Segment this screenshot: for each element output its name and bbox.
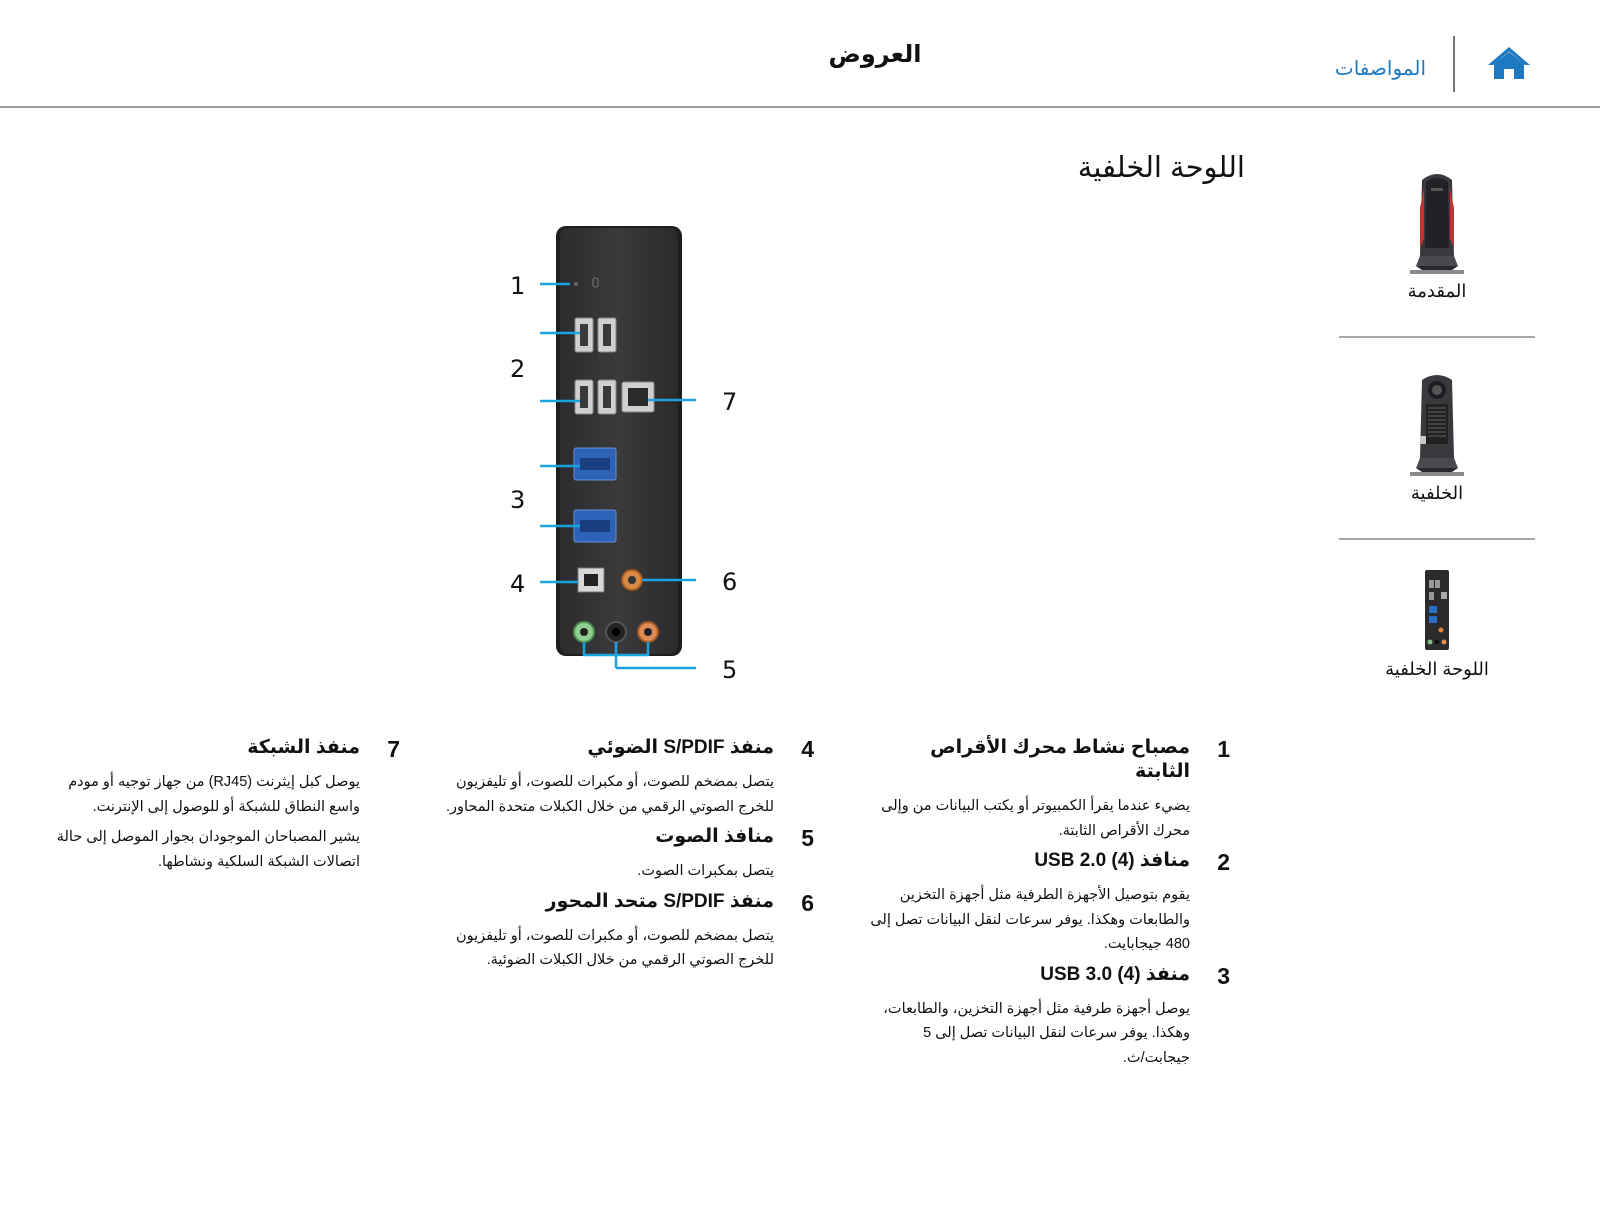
top-navigation-bar [0,0,1600,108]
description-text: يقوم بتوصيل الأجهزة الطرفية مثل أجهزة التخزين والطابعات وهكذا. يوفر سرعات لنقل البيانات تصل إلى 480 جيجابايت. [870,887,1190,952]
description-item [444,736,814,819]
callout-5: 5 [722,656,738,684]
description-number: 1 [1217,736,1230,762]
description-text: يضيء عندما يقرأ الكمبيوتر أو يكتب البيانات من وإلى محرك الأقراص الثابتة. [881,798,1190,839]
description-title: مصباح نشاط محرك الأقراص الثابتة [930,737,1190,782]
description-column-1 [870,736,1230,1076]
description-title: منفذ S/PDIF متحد المحور [545,890,774,912]
description-item [870,849,1230,957]
sidebar-item-label: المقدمة [1407,281,1467,301]
home-button[interactable] [1486,44,1532,84]
description-number: 4 [801,736,814,762]
callout-3: 3 [510,486,526,514]
back-panel-thumbnail-icon [1417,568,1457,654]
sidebar-divider [1339,336,1535,338]
description-item [870,962,1230,1071]
sidebar-divider [1339,538,1535,540]
section-title: اللوحة الخلفية [1077,152,1245,184]
tower-back-thumbnail-icon [1402,370,1472,478]
description-number: 2 [1217,849,1230,875]
description-column-2 [444,736,814,979]
callout-1: 1 [510,272,526,300]
back-panel-illustration [540,220,740,680]
description-text: يشير المصباحان الموجودان بجوار الموصل إلى حالة اتصالات الشبكة السلكية ونشاطها. [56,829,360,870]
specifications-link[interactable]: المواصفات [1334,58,1426,80]
sidebar-item-back-panel[interactable] [1339,568,1535,680]
tower-front-thumbnail-icon [1402,168,1472,276]
sidebar-item-label: الخلفية [1410,483,1464,503]
description-title: منافذ الصوت [655,826,774,847]
description-item [50,736,400,874]
description-text: يتصل بمضخم للصوت، أو مكبرات للصوت، أو تليفزيون للخرج الصوتي الرقمي من خلال الكبلات الضوئية. [455,927,774,968]
description-text: يوصل أجهزة طرفية مثل أجهزة التخزين، والطابعات، وهكذا. يوفر سرعات لنقل البيانات تصل إلى 5 جيجابت/ث. [883,1000,1190,1066]
description-number: 6 [801,889,814,916]
nav-divider [1453,36,1455,92]
description-item [444,889,814,973]
callout-4: 4 [510,570,526,598]
description-title: منفذ S/PDIF الضوئي [587,737,774,758]
description-number: 3 [1217,962,1230,989]
back-panel-diagram [540,220,740,680]
description-text: يوصل كبل إيثرنت (RJ45) من جهاز توجيه أو مودم واسع النطاق للشبكة أو للوصول إلى الإنترنت. [68,774,360,815]
home-icon [1486,44,1532,84]
sidebar-item-front[interactable] [1339,168,1535,302]
sidebar-item-back[interactable] [1339,370,1535,504]
description-title: منفذ USB 3.0 (4) [1040,963,1190,985]
description-text: يتصل بمكبرات الصوت. [637,863,774,879]
callout-7: 7 [722,388,738,416]
description-number: 5 [801,825,814,851]
callout-2: 2 [510,355,526,383]
description-item [444,825,814,884]
description-text: يتصل بمضخم للصوت، أو مكبرات للصوت، أو تليفزيون للخرج الصوتي الرقمي من خلال الكبلات متحدة المحاور. [445,774,774,815]
callout-6: 6 [722,568,738,596]
description-title: منفذ الشبكة [247,737,360,758]
description-title: منافذ USB 2.0 (4) [1034,850,1190,871]
page-title: العروض [828,41,922,68]
sidebar-item-label: اللوحة الخلفية [1385,659,1489,679]
description-column-3 [50,736,400,880]
description-item [870,736,1230,843]
description-number: 7 [387,736,400,762]
